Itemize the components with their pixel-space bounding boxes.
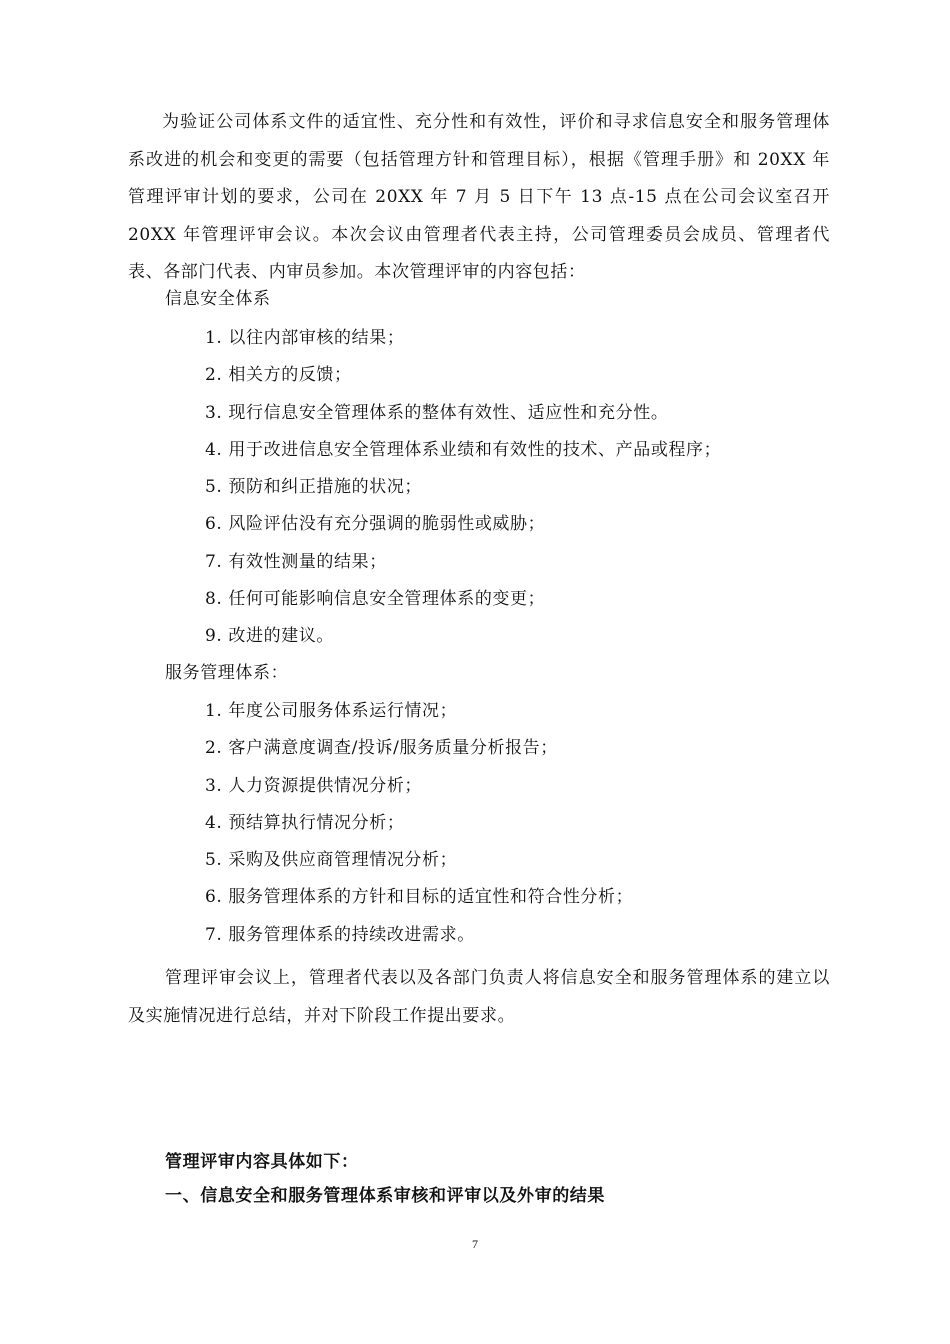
service-section-title: 服务管理体系： (165, 663, 289, 683)
list-item: 6. 风险评估没有充分强调的脆弱性或威胁； (205, 514, 546, 535)
summary-paragraph: 管理评审会议上，管理者代表以及各部门负责人将信息安全和服务管理体系的建立以及实施情况进行总结，并对下阶段工作提出要求。 (128, 968, 830, 1026)
section-1-heading: 一、信息安全和服务管理体系审核和评审以及外审的结果 (165, 1186, 605, 1206)
list-item: 6. 服务管理体系的方针和目标的适宜性和符合性分析； (205, 887, 634, 908)
list-item: 2. 客户满意度调查/投诉/服务质量分析报告； (205, 738, 558, 759)
page-number: 7 (472, 1237, 478, 1251)
list-item: 2. 相关方的反馈； (205, 365, 352, 386)
list-item: 5. 采购及供应商管理情况分析； (205, 850, 458, 871)
list-item: 3. 人力资源提供情况分析； (205, 775, 423, 796)
intro-paragraph: 为验证公司体系文件的适宜性、充分性和有效性，评价和寻求信息安全和服务管理体系改进的机会和变更的需要（包括管理方针和管理目标），根据《管理手册》和 20XX 年管理评审计划的要求，公司在 20XX 年 7 月 5 日下午 13 点-15 点在公司会议室召开 20XX 年管理评审会议。本次会议由管理者代表主持，公司管理委员会成员、管理者代表、各部门代表、内审员参加。本次管理评审的内容包括： (128, 112, 830, 282)
list-item: 1. 年度公司服务体系运行情况； (205, 701, 458, 721)
details-heading: 管理评审内容具体如下： (165, 1152, 359, 1172)
list-item: 5. 预防和纠正措施的状况； (205, 477, 423, 498)
list-item: 7. 有效性测量的结果； (205, 551, 387, 572)
infosec-list (205, 326, 721, 662)
list-item: 7. 服务管理体系的持续改进需求。 (205, 924, 475, 945)
service-list (205, 699, 633, 960)
list-item: 4. 预结算执行情况分析； (205, 812, 405, 833)
list-item: 4. 用于改进信息安全管理体系业绩和有效性的技术、产品或程序； (205, 439, 722, 460)
list-item: 1. 以往内部审核的结果； (205, 328, 405, 348)
list-item: 3. 现行信息安全管理体系的整体有效性、适应性和充分性。 (205, 402, 669, 423)
list-item: 8. 任何可能影响信息安全管理体系的变更； (205, 589, 546, 610)
infosec-section-title: 信息安全体系 (165, 289, 271, 309)
list-item: 9. 改进的建议。 (205, 626, 335, 647)
